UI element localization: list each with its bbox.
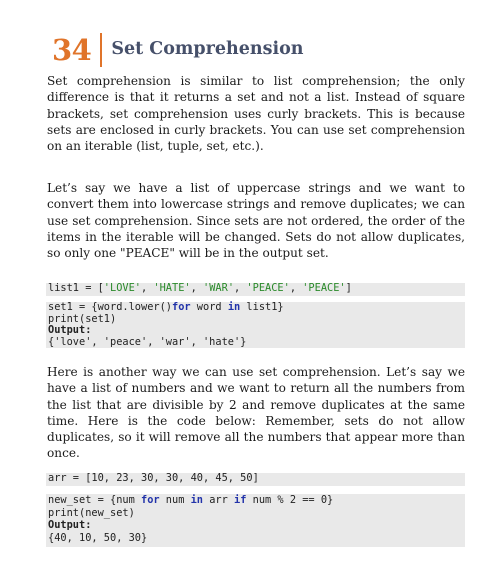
code-output: {'love', 'peace', 'war', 'hate'} [48,335,247,348]
code-block-arr: arr = [10, 23, 30, 30, 40, 45, 50] [46,473,465,486]
code-line: print(new_set) [48,506,135,519]
output-label: Output: [48,324,92,337]
output-label: Output: [48,519,92,532]
intro-paragraph: Set comprehension is similar to list comprehension; the only difference is that it returns a set and not a list. Instead of square brackets, set comprehension uses curly brackets. This is because sets are enclosed in curly brackets. You can use set comprehension on an iterable (list, tuple, set, etc.). [47,74,465,154]
code-block-list1: list1 = ['LOVE', 'HATE', 'WAR', 'PEACE', 'PEACE'] [46,283,465,296]
code-line: set1 = {word.lower()for word in list1} [48,301,284,313]
example-paragraph: Let’s say we have a list of uppercase strings and we want to convert them into lowercase strings and remove duplicates; we can use set comprehension. Since sets are not ordered, the order of the items in the iterable will be changed. Sets do not allow duplicates, so only one "PEACE" will be in the output set. [47,181,465,261]
chapter-divider [100,33,102,67]
chapter-header [52,30,304,70]
code-line: print(set1) [48,312,117,325]
chapter-number: 34 [52,32,92,67]
code-output: {40, 10, 50, 30} [48,531,148,544]
code-line: new_set = {num for num in arr if num % 2 == 0} [48,494,334,506]
second-example-paragraph: Here is another way we can use set comprehension. Let’s say we have a list of numbers and we want to return all the numbers from the list that are divisible by 2 and remove duplicates at the same time. Here is the code below: Remember, sets do not allow duplicates, so it will remove all the numbers that appear more than once. [47,365,465,461]
chapter-title: Set Comprehension [111,39,304,60]
code-block-new-set [46,494,465,547]
code-block-set1 [46,302,465,348]
